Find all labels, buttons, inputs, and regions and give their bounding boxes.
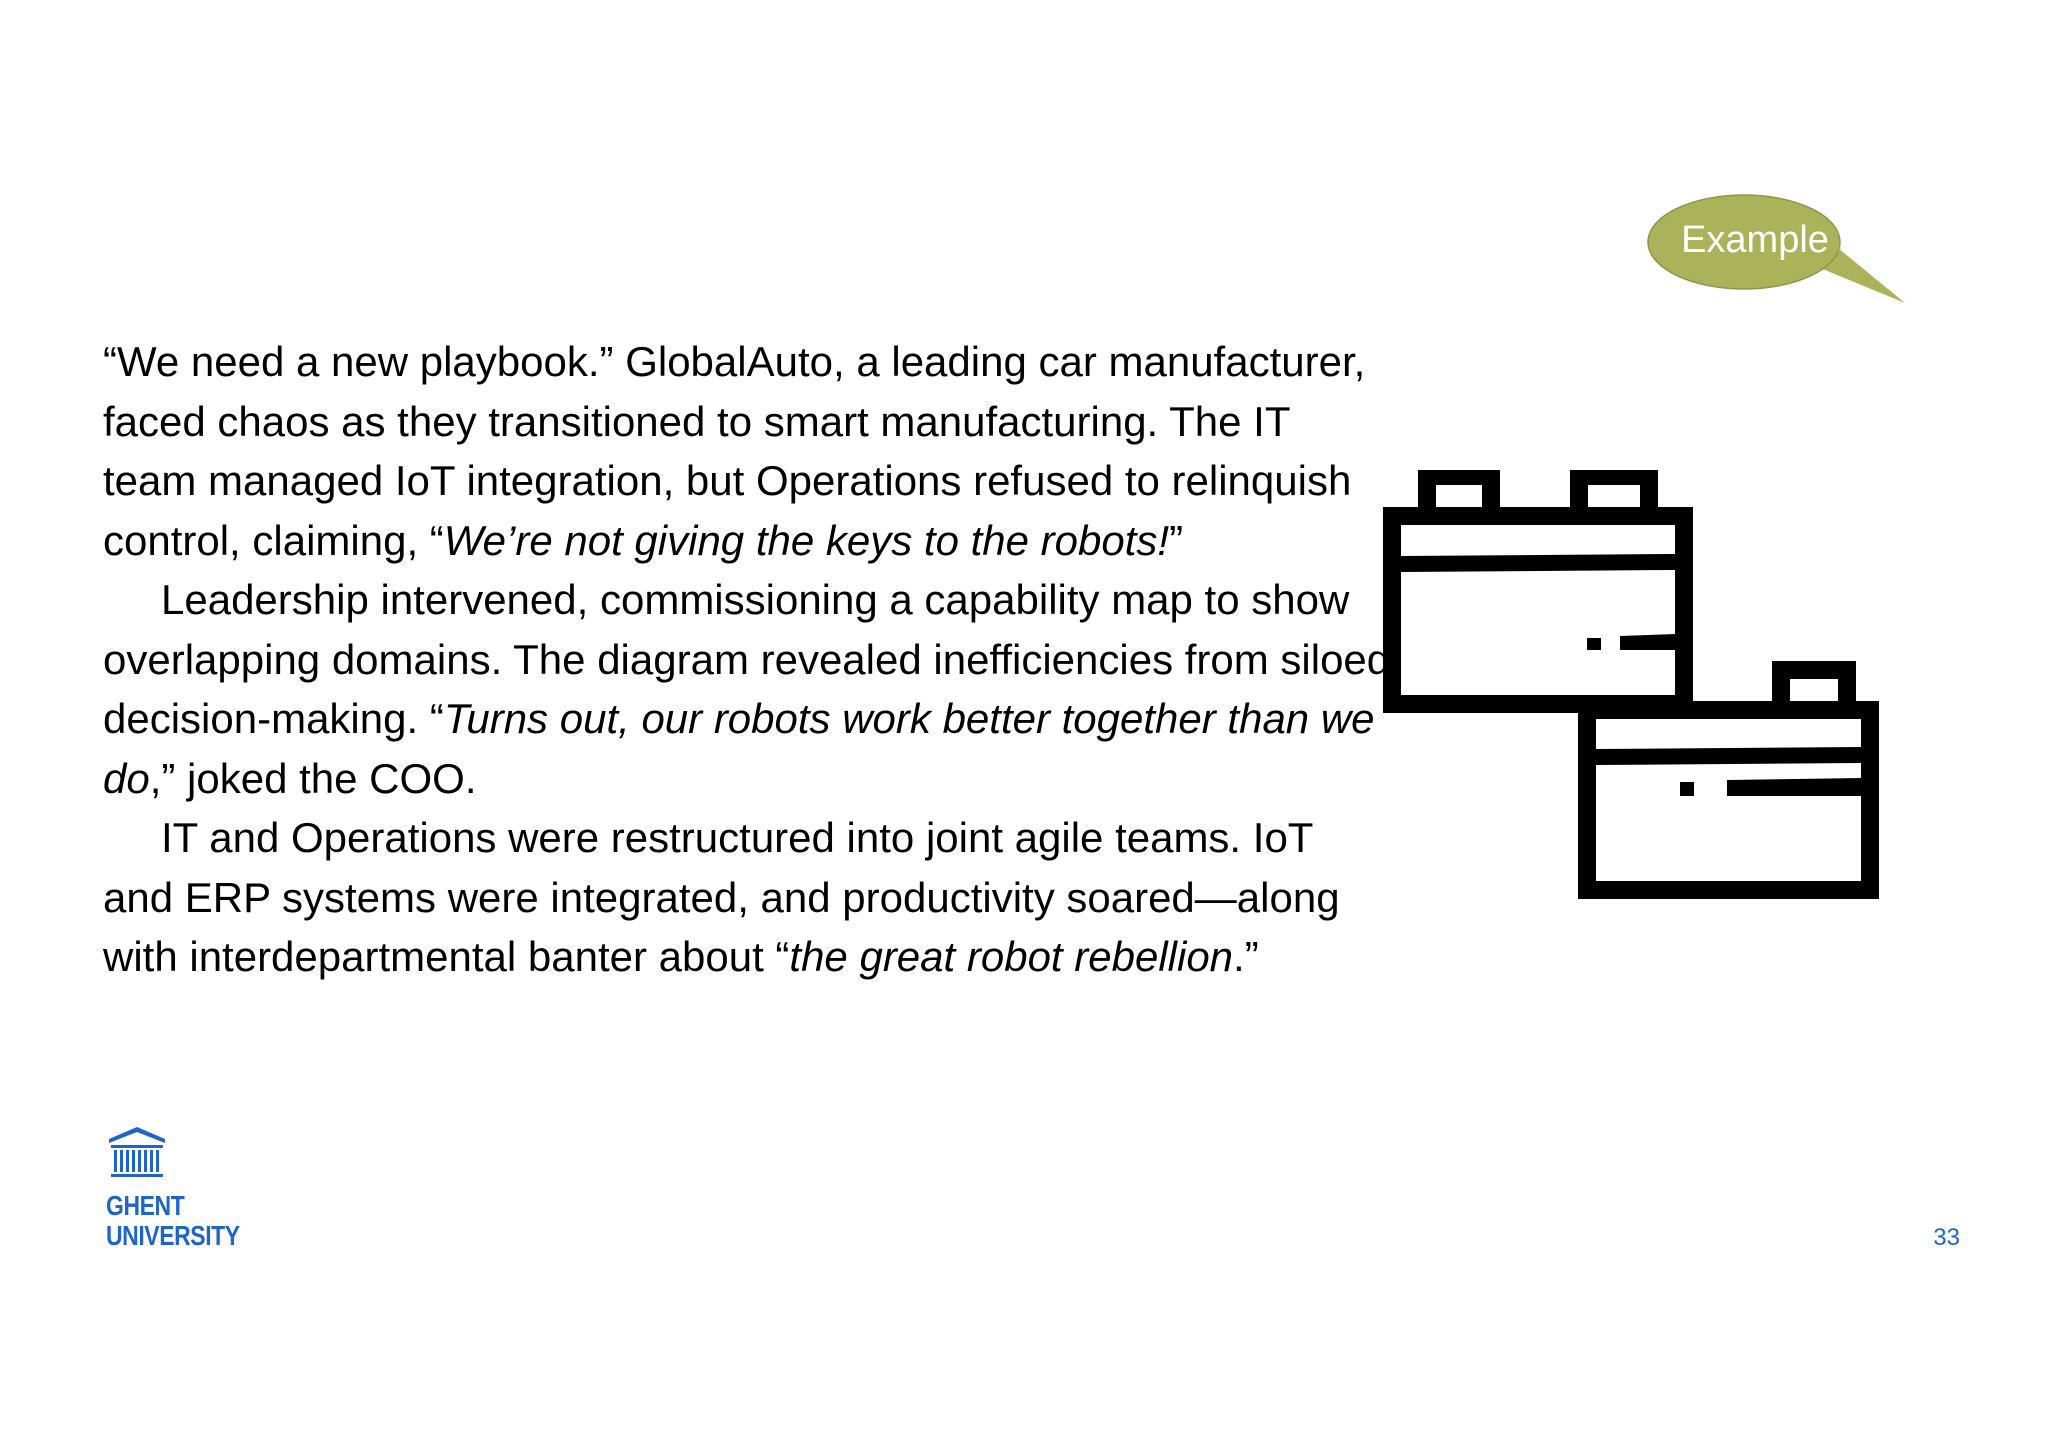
story-text xyxy=(103,332,1393,987)
logo-text-ghent: GHENT xyxy=(106,1190,185,1221)
ghent-university-logo xyxy=(104,1125,264,1255)
story-text-run: .” xyxy=(1233,933,1259,980)
story-quote: We’re not giving the keys to the robots! xyxy=(443,516,1170,564)
story-text-run: ” xyxy=(1169,516,1184,564)
story-text-run: ,” joked the COO. xyxy=(149,754,477,802)
university-building-icon xyxy=(108,1125,166,1181)
story-paragraph-3 xyxy=(103,808,1393,987)
example-callout xyxy=(1640,190,1930,310)
example-label: Example xyxy=(1681,219,1829,261)
story-text-run: IT and Operations were restructured into joint agile teams. IoT and ERP systems were integrated, and productivity soared—along with interdepartmental banter about “ xyxy=(103,814,1340,980)
story-paragraph-2 xyxy=(103,570,1393,808)
page-number: 33 xyxy=(1933,1224,1960,1251)
story-paragraph-1 xyxy=(103,332,1393,570)
story-text-run: Leadership intervened, commissioning a capability map to show overlapping domains. The diagram revealed inefficiencies from siloed decision-making. “ xyxy=(103,576,1391,742)
story-quote: the great robot rebellion xyxy=(789,933,1234,980)
building-blocks-icon xyxy=(1380,470,1880,910)
story-quote: Turns out, our robots work better together than we do xyxy=(103,695,1375,802)
logo-text-university: UNIVERSITY xyxy=(106,1220,240,1251)
story-text-run: “We need a new playbook.” GlobalAuto, a leading car manufacturer, faced chaos as they transitioned to smart manufacturing. The IT team managed IoT integration, but Operations refused to relinquish control, claiming, “ xyxy=(103,338,1366,564)
